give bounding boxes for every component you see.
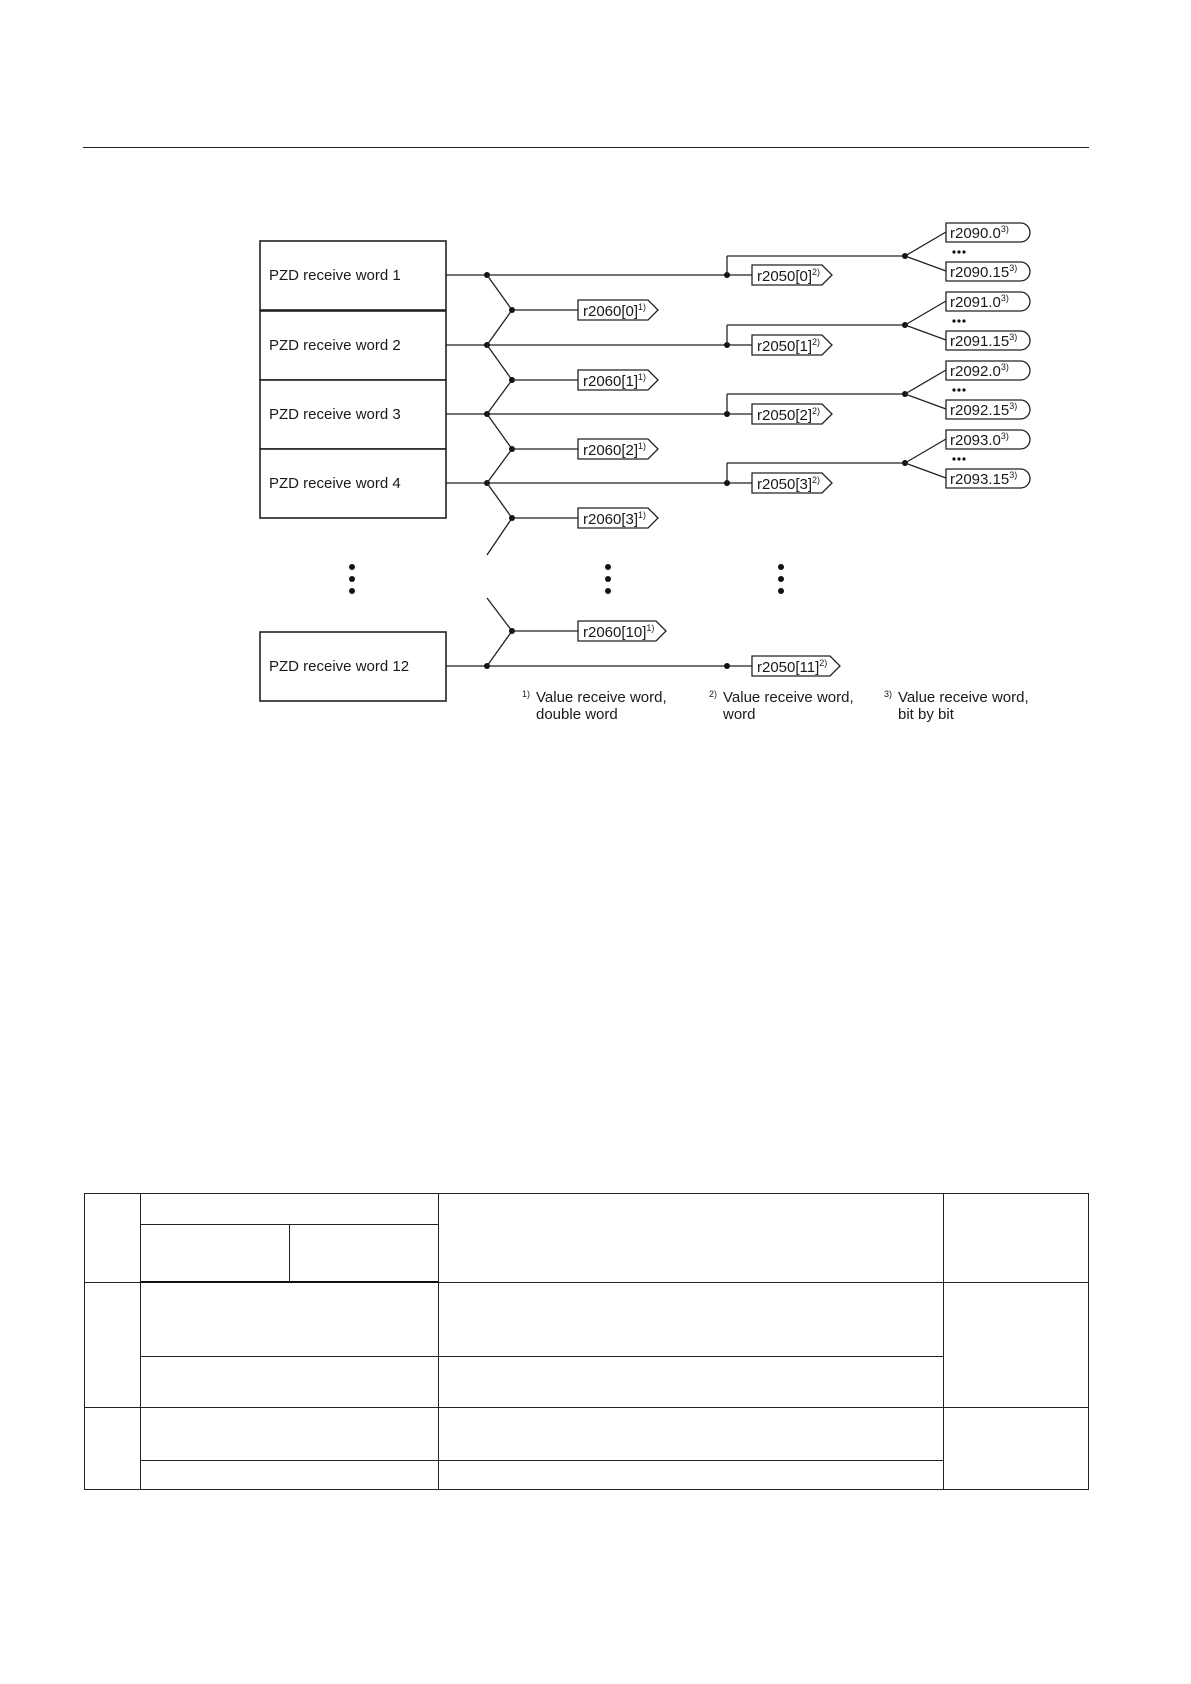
continuation-dot bbox=[778, 588, 784, 594]
bit-param-last-label: r2091.15$^{3)}$ bbox=[950, 332, 1018, 350]
receive-word-label: PZD receive word 4 bbox=[269, 475, 401, 492]
fork-line bbox=[487, 449, 512, 483]
fork-line bbox=[487, 345, 512, 380]
table-header-cell bbox=[141, 1225, 290, 1282]
table-cell bbox=[141, 1282, 439, 1357]
table-header-cell bbox=[439, 1194, 944, 1283]
table-header-cell bbox=[85, 1194, 141, 1283]
bit-fork-line bbox=[905, 439, 946, 463]
receive-word-label: PZD receive word 1 bbox=[269, 267, 401, 284]
table-cell bbox=[944, 1282, 1089, 1408]
continuation-dot bbox=[349, 564, 355, 570]
double-word-param-label: $r2060[0]^{1)}$ bbox=[583, 302, 647, 320]
ellipsis-dot bbox=[962, 457, 965, 460]
ellipsis-dot bbox=[957, 457, 960, 460]
table-cell bbox=[141, 1357, 439, 1408]
ellipsis-dot bbox=[962, 319, 965, 322]
double-word-param-label: $r2060[3]^{1)}$ bbox=[583, 510, 647, 528]
continuation-dot bbox=[778, 564, 784, 570]
footnote-line2: double word bbox=[536, 706, 618, 723]
fork-line bbox=[487, 631, 512, 666]
table-header-cell bbox=[944, 1194, 1089, 1283]
continuation-dot bbox=[349, 588, 355, 594]
footnote-mark: 1) bbox=[522, 689, 531, 699]
table-header-cell bbox=[290, 1225, 439, 1282]
receive-word-label: PZD receive word 2 bbox=[269, 337, 401, 354]
bit-param-first-label: r2092.0$^{3)}$ bbox=[950, 362, 1009, 380]
continuation-dot bbox=[605, 588, 611, 594]
footnote-mark: 2) bbox=[709, 689, 718, 699]
word-param-label: $r2050[11]^{2)}$ bbox=[757, 658, 828, 676]
ellipsis-dot bbox=[952, 388, 955, 391]
fork-line bbox=[487, 518, 512, 555]
continuation-dot bbox=[778, 576, 784, 582]
bit-fork-line bbox=[905, 463, 946, 478]
footnote-mark: 3) bbox=[884, 689, 893, 699]
footnote-line1: Value receive word, bbox=[723, 689, 854, 706]
ellipsis-dot bbox=[952, 457, 955, 460]
footnote-line2: word bbox=[723, 706, 756, 723]
pzd-receive-diagram bbox=[0, 0, 1191, 760]
table-cell bbox=[141, 1460, 439, 1489]
word-param-label: $r2050[2]^{2)}$ bbox=[757, 406, 821, 424]
footnote-line1: Value receive word, bbox=[898, 689, 1029, 706]
junction-dot bbox=[724, 663, 730, 669]
table-cell bbox=[141, 1408, 439, 1460]
ellipsis-dot bbox=[957, 319, 960, 322]
word-param-label: $r2050[3]^{2)}$ bbox=[757, 475, 821, 493]
table-cell bbox=[439, 1357, 944, 1408]
bit-fork-line bbox=[905, 325, 946, 340]
double-word-param-label: $r2060[1]^{1)}$ bbox=[583, 372, 647, 390]
table-cell bbox=[439, 1460, 944, 1489]
ellipsis-dot bbox=[952, 319, 955, 322]
word-param-label: $r2050[0]^{2)}$ bbox=[757, 267, 821, 285]
bit-fork-line bbox=[905, 394, 946, 409]
fork-line bbox=[487, 275, 512, 310]
ellipsis-dot bbox=[962, 388, 965, 391]
receive-word-label: PZD receive word 12 bbox=[269, 658, 410, 675]
table-cell bbox=[85, 1408, 141, 1490]
table-cell bbox=[439, 1282, 944, 1357]
bit-param-last-label: r2093.15$^{3)}$ bbox=[950, 470, 1018, 488]
double-word-param-label: $r2060[10]^{1)}$ bbox=[583, 623, 655, 641]
ellipsis-dot bbox=[957, 388, 960, 391]
empty-table bbox=[84, 1193, 1089, 1490]
double-word-param-label: $r2060[2]^{1)}$ bbox=[583, 441, 647, 459]
receive-word-label: PZD receive word 3 bbox=[269, 406, 401, 423]
ellipsis-dot bbox=[957, 250, 960, 253]
fork-line bbox=[487, 380, 512, 414]
continuation-dot bbox=[605, 564, 611, 570]
continuation-dot bbox=[349, 576, 355, 582]
footnote-line2: bit by bit bbox=[898, 706, 954, 723]
bit-fork-line bbox=[905, 370, 946, 394]
ellipsis-dot bbox=[962, 250, 965, 253]
bit-fork-line bbox=[905, 256, 946, 271]
table-cell bbox=[944, 1408, 1089, 1490]
continuation-dot bbox=[605, 576, 611, 582]
bit-fork-line bbox=[905, 232, 946, 256]
fork-line bbox=[487, 483, 512, 518]
fork-line bbox=[487, 414, 512, 449]
bit-param-last-label: r2090.15$^{3)}$ bbox=[950, 263, 1018, 281]
bit-fork-line bbox=[905, 301, 946, 325]
word-param-label: $r2050[1]^{2)}$ bbox=[757, 337, 821, 355]
bit-param-first-label: r2090.0$^{3)}$ bbox=[950, 224, 1009, 242]
ellipsis-dot bbox=[952, 250, 955, 253]
bit-param-last-label: r2092.15$^{3)}$ bbox=[950, 401, 1018, 419]
fork-line bbox=[487, 310, 512, 345]
footnote-line1: Value receive word, bbox=[536, 689, 667, 706]
bit-param-first-label: r2091.0$^{3)}$ bbox=[950, 293, 1009, 311]
table-cell bbox=[439, 1408, 944, 1460]
bit-param-first-label: r2093.0$^{3)}$ bbox=[950, 431, 1009, 449]
table-header-cell bbox=[141, 1194, 439, 1225]
fork-line bbox=[487, 598, 512, 631]
table-cell bbox=[85, 1282, 141, 1408]
